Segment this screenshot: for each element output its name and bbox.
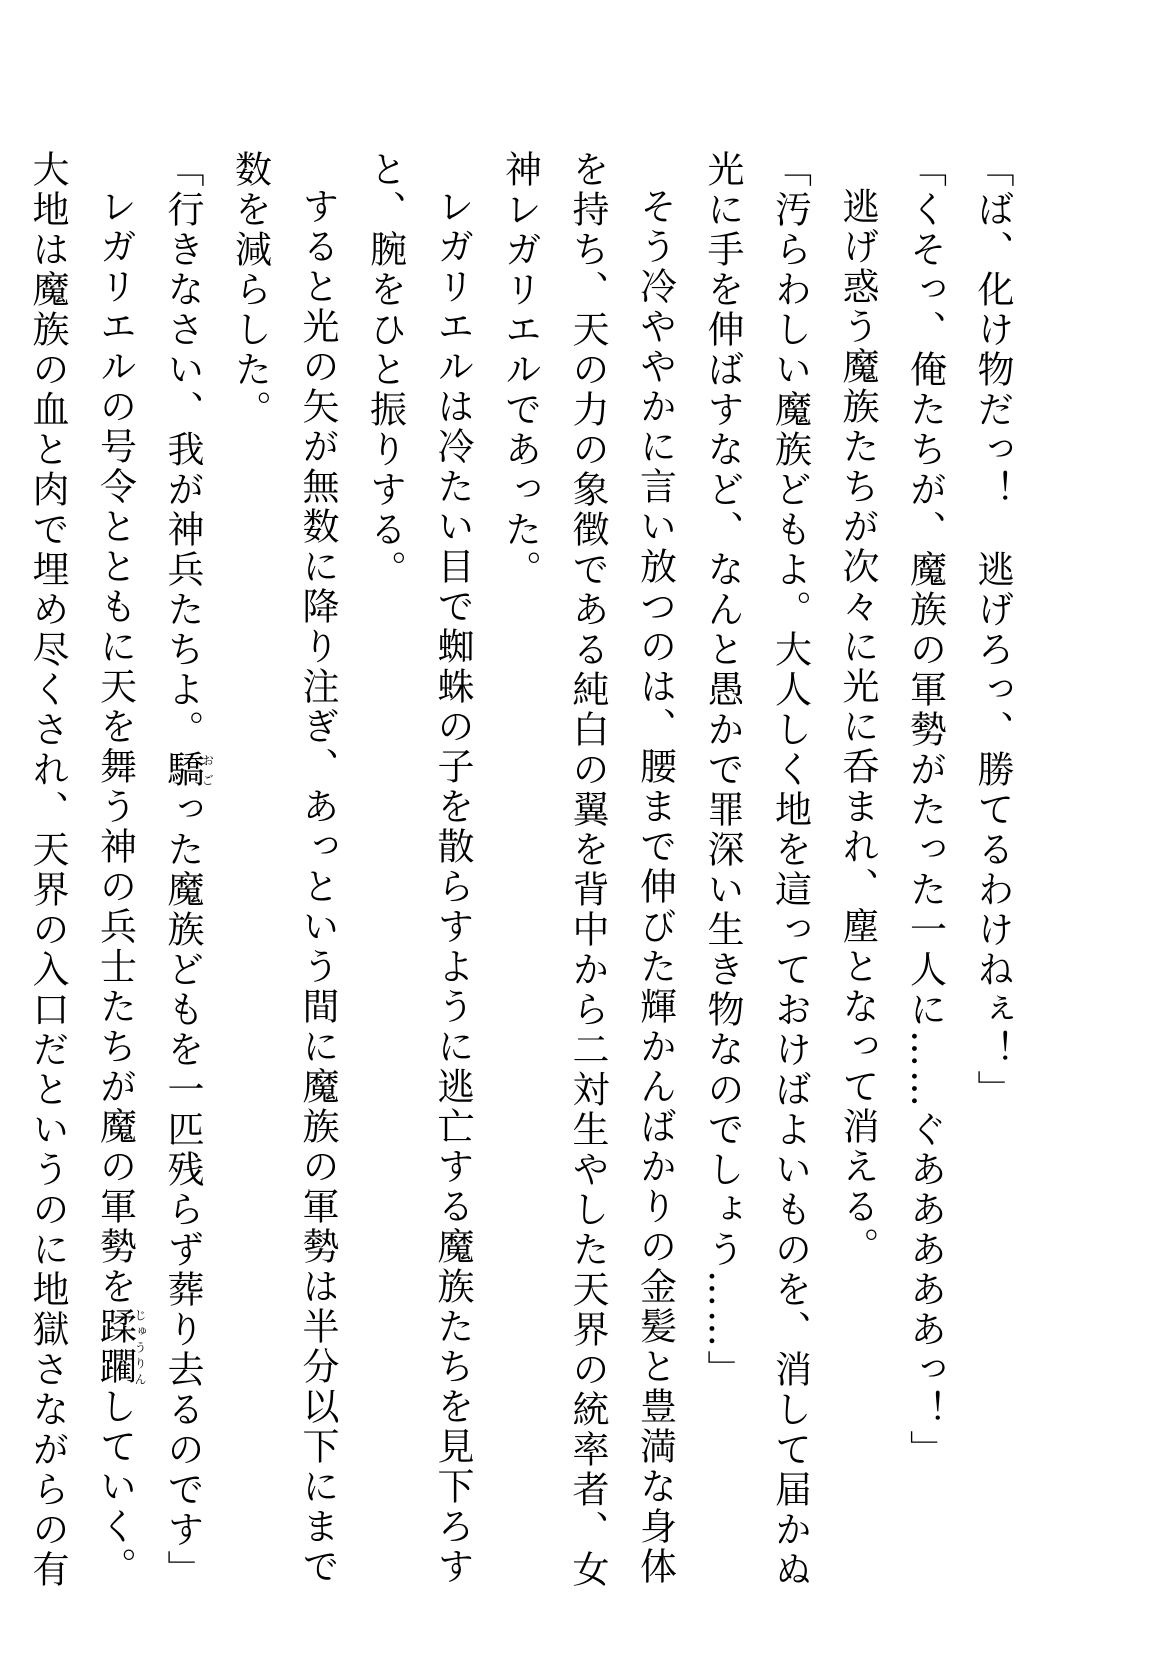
narration-line: すると光の矢が無数に降り注ぎ、あっという間に魔族の軍勢は半分以下にまで bbox=[296, 187, 339, 1587]
dialogue-continuation-line: 光に手を伸ばすなど、なんと愚かで罪深い生き物なのでしょう……」 bbox=[701, 150, 744, 1390]
narration-line: レガリエルは冷たい目で蜘蛛の子を散らすように逃亡する魔族たちを見下ろす bbox=[431, 187, 474, 1587]
dialogue-line: 「汚らわしい魔族どもよ。大人しく地を這っておけばよいものを、消して届かぬ bbox=[768, 150, 812, 1590]
dialogue-line: 「くそっ、俺たちが、魔族の軍勢がたった一人に……ぐあああああっ！」 bbox=[903, 150, 947, 1470]
text-segment: 「行きなさい、我が神兵たちよ。 bbox=[161, 150, 204, 750]
narration-line: 大地は魔族の血と肉で埋め尽くされ、天界の入口だというのに地獄さながらの有 bbox=[26, 150, 69, 1590]
ruby-reading: じゅうりん bbox=[133, 1307, 147, 1387]
narration-continuation-line: 神レガリエルであった。 bbox=[498, 150, 542, 590]
ruby-base: 驕 bbox=[161, 750, 204, 790]
narration-continuation-line: と、腕をひと振りする。 bbox=[363, 150, 407, 590]
text-segment: していく。 bbox=[93, 1387, 137, 1587]
dialogue-line: 「ば、化け物だっ！ 逃げろっ、勝てるわけねぇ！」 bbox=[971, 150, 1014, 1110]
ruby-base: 蹂躙 bbox=[93, 1307, 137, 1387]
narration-continuation-line: 数を減らした。 bbox=[228, 150, 272, 430]
narration-continuation-line: を持ち、天の力の象徴である純白の翼を背中から二対生やした天界の統率者、女 bbox=[566, 150, 609, 1590]
ruby-reading: おご bbox=[200, 750, 215, 790]
dialogue-line-with-ruby bbox=[149, 150, 217, 1590]
ruby-word bbox=[161, 750, 215, 790]
narration-line-with-ruby bbox=[81, 150, 149, 1590]
text-segment: った魔族どもを一匹残らず葬り去るのです」 bbox=[161, 790, 204, 1590]
narration-line: そう冷ややかに言い放つのは、腰まで伸びた輝かんばかりの金髪と豊満な身体 bbox=[633, 187, 677, 1587]
narration-line: 逃げ惑う魔族たちが次々に光に呑まれ、塵となって消える。 bbox=[836, 187, 879, 1267]
vertical-text-block bbox=[14, 150, 1027, 1590]
ruby-word bbox=[93, 1307, 147, 1387]
text-segment: レガリエルの号令とともに天を舞う神の兵士たちが魔の軍勢を bbox=[93, 187, 137, 1307]
